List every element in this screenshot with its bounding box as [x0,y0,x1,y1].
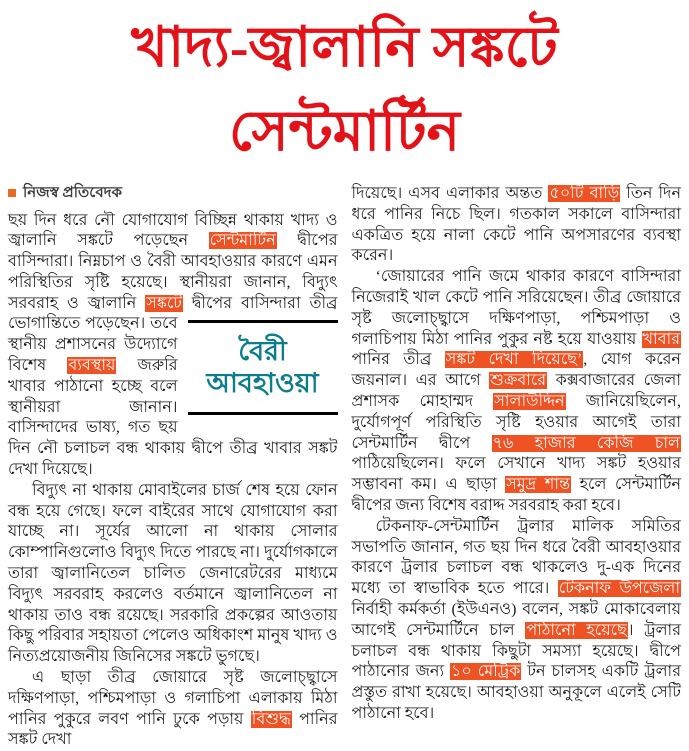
article-body [0,184,689,751]
text-segment: পানির তীব্র [352,351,445,368]
text-segment: হলে সেন্টমার্টিন দ্বীপের জন্য বিশেষ বরাদ্দ সরবরাহ করা হবে। [352,476,682,514]
byline-label: নিজস্ব প্রতিবেদক [23,185,122,201]
pull-quote-label: বৈরী আবহাওয়া [206,336,318,397]
highlighted-text: সঙ্কট দেখা দিয়েছে’ [445,351,584,368]
headline [0,2,689,184]
paragraph [352,517,682,725]
highlighted-text: ৫০টি বাড়ি [548,185,620,202]
highlighted-text: ৭৬ হাজার কেজি চাল [492,435,681,452]
text-segment: টন চালসহ একটি ট্রলার প্রস্তুত রাখা হয়েছে। আবহাওয়া অনুকূলে এলেই সেটি পাঠানো হবে। [352,663,682,722]
text-segment: জরুরি খাবার পাঠানো হচ্ছে বলে স্থানীয়রা জানান। বাসিন্দাদের ভাষ্য, গত ছয় দিন নৌ চলাচল বন্ধ থাকায় দ্বীপে তীব্র খাবার সঙ্কট দেখা দিয়েছে। [8,357,338,478]
text-segment: দ্বীপের বাসিন্দারা। নিম্নচাপ ও বৈরী আবহাওয়ার কারণে এমন পরিস্থিতির সৃষ্টি হয়েছে। স্থানীয়রা জানান, বিদ্যুৎ সরবরাহ ও জ্বালানি [8,232,338,311]
highlighted-text: খাবার [642,331,682,348]
headline-line-1: খাদ্য-জ্বালানি সঙ্কটে [6,6,683,90]
text-segment: এ ছাড়া তীব্র জোয়ারে সৃষ্ট জলোচ্ছ্বাসে দক্ষিণপাড়া, পশ্চিমপাড়া ও গলাচিপা এলাকায় মিঠা পানির পুকুরে লবণ পানি ঢুকে পড়ায় [8,669,338,728]
left-column-text [8,211,338,751]
highlighted-text: ১০ মেট্রিক [450,663,521,680]
paragraph [352,184,682,267]
text-segment: । ট্রলার চলাচল বন্ধ থাকায় কিছুটা সমস্যা হয়েছে। দ্বীপে পাঠানোর জন্য [352,622,682,681]
text-segment: টেকনাফ-সেন্টমার্টিন ট্রলার মালিক সমিতির সভাপতি জানান, গত ছয় দিন ধরে বৈরী আবহাওয়ার কারণে ট্রলার চলাচল বন্ধ থাকলেও দু-এক দিনের মধ্যে তা স্বাভাবিক হতে পারে। [352,518,682,597]
headline-line-2: সেন্টমার্টিন [6,90,683,174]
paragraph [352,267,682,517]
text-segment: নির্বাহী কর্মকর্তা (ইউএনও) বলেন, সঙ্কট মোকাবেলায় আগেই সেন্টমার্টিনে চাল [352,601,682,639]
highlighted-text: সমুদ্র শান্ত [505,476,571,493]
byline [8,184,338,204]
highlighted-text: বিশুদ্ধ [251,711,292,728]
text-segment: পাঠিয়েছিলেন। ফলে সেখানে খাদ্য সঙ্কট হওয়ার সম্ভাবনা কম। এ ছাড়া [352,455,682,493]
text-segment: তিন দিন ধরে পানির নিচে ছিল। গতকাল সকালে বাসিন্দারা একত্রিত হয়ে নালা কেটে পানি অপসারণের ব্যবস্থা করেন। [352,185,682,264]
byline-bullet-icon [8,189,16,197]
text-segment: জানিয়েছিলেন, দুর্যোগপূর্ণ পরিস্থিতি সৃষ্টি হওয়ার আগেই তারা সেন্টমার্টিন দ্বীপে [352,393,682,452]
highlighted-text: টেকনাফ উপজেলা [558,580,681,597]
text-segment: ছয় দিন ধরে নৌ যোগাযোগ বিচ্ছিন্ন থাকায় খাদ্য ও জ্বালানি সঙ্কটে পড়েছেন [8,212,338,250]
highlighted-text: শুক্রবারে [489,372,547,389]
highlighted-text: সেন্টমার্টিন [209,232,277,249]
text-segment: ‘জোয়ারের পানি জমে থাকার কারণে বাসিন্দারা নিজেরাই খাল কেটে পানি সরিয়েছেন। তীব্র জোয়ারে সৃষ্ট জলোচ্ছ্বাসে দক্ষিণপাড়া, পশ্চিমপাড়া ও গলাচিপায় মিঠা পানির পুকুর নষ্ট হয়ে যাওয়ায় [352,268,682,347]
text-segment: দ্বীপের বাসিন্দারা তীব্র ভোগান্তিতে [8,295,337,333]
highlighted-text: ব্যবস্থায় [67,357,116,374]
text-segment: পানির সঙ্কট দেখা [8,711,338,749]
text-segment: কক্সবাজারের জেলা প্রশাসক মোহাম্মদ [352,372,681,410]
text-segment: দিয়েছে। এসব এলাকার অন্তত [352,185,549,202]
pull-quote [188,320,338,414]
right-column [352,184,682,751]
left-column [8,184,338,751]
text-segment: বিদ্যুৎ না থাকায় মোবাইলের চার্জ শেষ হয়ে ফোন বন্ধ হয়ে গেছে। ফলে বাইরের সাথে যোগাযোগ করা যাচ্ছে না। সূর্যের আলো না থাকায় সোলার কোম্পানিগুলোও বিদ্যুৎ দিতে পারছে না। দুর্যোগকালে তারা জ্বালানিতেল চালিত জেনারেটরের মাধ্যমে বিদ্যুৎ সরবরাহ করলেও বর্তমানে জ্বালানিতেল না থাকায় তাও বন্ধ রয়েছে। সরকারি প্রকল্পের আওতায় কিছু পরিবার সহায়তা পেলেও অধিকাংশ মানুষ খাদ্য ও নিত্যপ্রয়োজনীয় জিনিসের সঙ্কটে ভুগছে। [8,482,338,665]
paragraph [8,668,338,751]
right-column-text [352,184,682,725]
text-segment: , যোগ করেন জয়নাল। এর আগে [352,351,682,389]
highlighted-text: সঙ্কটে [145,295,183,312]
paragraph [8,211,338,481]
paragraph [8,481,338,668]
text-segment: পড়েছেন। তবে স্থানীয় প্রশাসনের উদ্যোগে বিশেষ [8,315,178,374]
highlighted-text: সালাউদ্দিন [493,393,565,410]
highlighted-text: পাঠানো হয়েছে [525,622,627,639]
